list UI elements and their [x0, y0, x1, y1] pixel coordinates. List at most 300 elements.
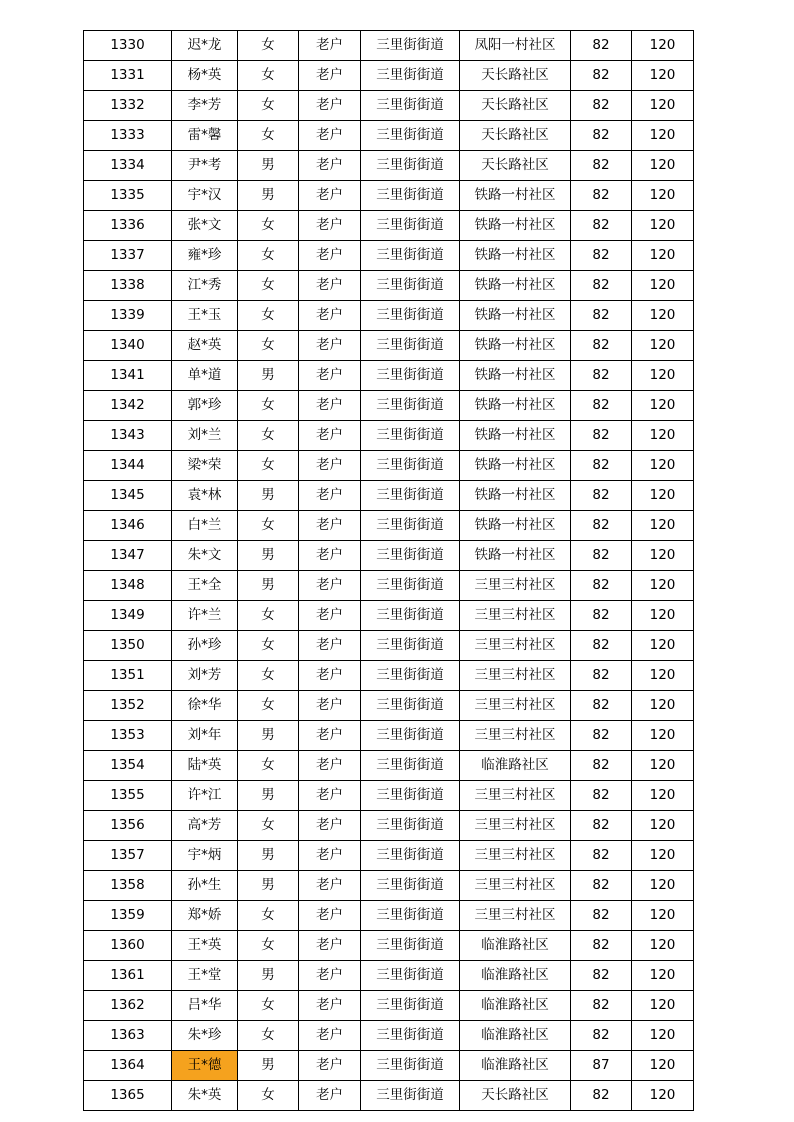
cell-amount: 120 [632, 901, 694, 931]
cell-community: 三里三村社区 [460, 901, 571, 931]
cell-name: 郭*珍 [172, 391, 238, 421]
cell-age: 82 [571, 961, 632, 991]
cell-number: 1350 [84, 631, 172, 661]
table-row [84, 301, 694, 331]
cell-gender: 女 [238, 691, 299, 721]
cell-street: 三里街街道 [361, 121, 460, 151]
cell-name: 白*兰 [172, 511, 238, 541]
cell-name: 赵*英 [172, 331, 238, 361]
cell-amount: 120 [632, 541, 694, 571]
cell-gender: 男 [238, 841, 299, 871]
cell-street: 三里街街道 [361, 271, 460, 301]
cell-gender: 女 [238, 121, 299, 151]
cell-number: 1333 [84, 121, 172, 151]
cell-amount: 120 [632, 361, 694, 391]
cell-type: 老户 [299, 241, 361, 271]
cell-community: 三里三村社区 [460, 661, 571, 691]
cell-amount: 120 [632, 61, 694, 91]
cell-community: 三里三村社区 [460, 871, 571, 901]
cell-name: 王*英 [172, 931, 238, 961]
cell-community: 铁路一村社区 [460, 361, 571, 391]
cell-community: 天长路社区 [460, 1081, 571, 1111]
table-row [84, 61, 694, 91]
cell-type: 老户 [299, 961, 361, 991]
cell-street: 三里街街道 [361, 1021, 460, 1051]
cell-street: 三里街街道 [361, 601, 460, 631]
cell-number: 1349 [84, 601, 172, 631]
cell-type: 老户 [299, 541, 361, 571]
cell-age: 82 [571, 991, 632, 1021]
table-row [84, 121, 694, 151]
cell-gender: 女 [238, 91, 299, 121]
cell-number: 1331 [84, 61, 172, 91]
cell-age: 82 [571, 271, 632, 301]
cell-type: 老户 [299, 421, 361, 451]
cell-gender: 女 [238, 61, 299, 91]
cell-amount: 120 [632, 571, 694, 601]
cell-age: 82 [571, 391, 632, 421]
cell-name: 雷*馨 [172, 121, 238, 151]
cell-number: 1365 [84, 1081, 172, 1111]
table-row [84, 631, 694, 661]
cell-amount: 120 [632, 481, 694, 511]
cell-amount: 120 [632, 661, 694, 691]
cell-type: 老户 [299, 601, 361, 631]
cell-type: 老户 [299, 211, 361, 241]
cell-amount: 120 [632, 331, 694, 361]
cell-amount: 120 [632, 691, 694, 721]
cell-age: 82 [571, 721, 632, 751]
table-row [84, 151, 694, 181]
cell-age: 82 [571, 631, 632, 661]
cell-amount: 120 [632, 961, 694, 991]
cell-name: 王*玉 [172, 301, 238, 331]
cell-community: 三里三村社区 [460, 781, 571, 811]
cell-age: 82 [571, 331, 632, 361]
cell-gender: 男 [238, 481, 299, 511]
cell-number: 1356 [84, 811, 172, 841]
cell-number: 1332 [84, 91, 172, 121]
table-row [84, 931, 694, 961]
cell-gender: 女 [238, 661, 299, 691]
cell-type: 老户 [299, 451, 361, 481]
cell-street: 三里街街道 [361, 841, 460, 871]
cell-type: 老户 [299, 931, 361, 961]
cell-street: 三里街街道 [361, 91, 460, 121]
cell-amount: 120 [632, 1081, 694, 1111]
cell-community: 三里三村社区 [460, 601, 571, 631]
cell-gender: 男 [238, 571, 299, 601]
cell-street: 三里街街道 [361, 781, 460, 811]
cell-age: 82 [571, 1021, 632, 1051]
cell-age: 82 [571, 541, 632, 571]
cell-age: 82 [571, 571, 632, 601]
cell-number: 1355 [84, 781, 172, 811]
cell-gender: 女 [238, 1081, 299, 1111]
cell-community: 天长路社区 [460, 61, 571, 91]
cell-number: 1338 [84, 271, 172, 301]
cell-age: 82 [571, 841, 632, 871]
cell-name: 刘*芳 [172, 661, 238, 691]
cell-age: 82 [571, 811, 632, 841]
cell-gender: 女 [238, 901, 299, 931]
cell-community: 铁路一村社区 [460, 541, 571, 571]
cell-gender: 男 [238, 1051, 299, 1081]
cell-street: 三里街街道 [361, 901, 460, 931]
cell-gender: 女 [238, 991, 299, 1021]
cell-number: 1363 [84, 1021, 172, 1051]
cell-age: 82 [571, 301, 632, 331]
cell-street: 三里街街道 [361, 31, 460, 61]
cell-name: 李*芳 [172, 91, 238, 121]
cell-community: 凤阳一村社区 [460, 31, 571, 61]
cell-amount: 120 [632, 871, 694, 901]
cell-amount: 120 [632, 991, 694, 1021]
cell-community: 铁路一村社区 [460, 511, 571, 541]
cell-amount: 120 [632, 301, 694, 331]
cell-gender: 女 [238, 331, 299, 361]
cell-amount: 120 [632, 271, 694, 301]
cell-street: 三里街街道 [361, 721, 460, 751]
cell-amount: 120 [632, 181, 694, 211]
cell-age: 82 [571, 61, 632, 91]
cell-amount: 120 [632, 91, 694, 121]
cell-name: 孙*珍 [172, 631, 238, 661]
table-row [84, 1051, 694, 1081]
cell-street: 三里街街道 [361, 511, 460, 541]
cell-community: 三里三村社区 [460, 841, 571, 871]
cell-community: 三里三村社区 [460, 631, 571, 661]
cell-street: 三里街街道 [361, 811, 460, 841]
cell-age: 82 [571, 31, 632, 61]
cell-type: 老户 [299, 661, 361, 691]
cell-age: 82 [571, 451, 632, 481]
cell-gender: 女 [238, 421, 299, 451]
cell-type: 老户 [299, 751, 361, 781]
cell-gender: 女 [238, 451, 299, 481]
cell-name: 陆*英 [172, 751, 238, 781]
cell-name: 高*芳 [172, 811, 238, 841]
cell-age: 82 [571, 901, 632, 931]
cell-type: 老户 [299, 271, 361, 301]
cell-age: 82 [571, 781, 632, 811]
table-row [84, 721, 694, 751]
cell-gender: 男 [238, 151, 299, 181]
cell-name: 江*秀 [172, 271, 238, 301]
table-row [84, 871, 694, 901]
cell-type: 老户 [299, 841, 361, 871]
cell-street: 三里街街道 [361, 421, 460, 451]
cell-type: 老户 [299, 511, 361, 541]
cell-amount: 120 [632, 931, 694, 961]
cell-street: 三里街街道 [361, 61, 460, 91]
cell-street: 三里街街道 [361, 631, 460, 661]
table-row [84, 91, 694, 121]
cell-community: 三里三村社区 [460, 571, 571, 601]
cell-community: 临淮路社区 [460, 931, 571, 961]
cell-age: 82 [571, 601, 632, 631]
cell-street: 三里街街道 [361, 391, 460, 421]
cell-gender: 男 [238, 541, 299, 571]
cell-number: 1342 [84, 391, 172, 421]
table-row [84, 511, 694, 541]
cell-amount: 120 [632, 631, 694, 661]
cell-community: 铁路一村社区 [460, 421, 571, 451]
cell-age: 82 [571, 691, 632, 721]
cell-community: 铁路一村社区 [460, 451, 571, 481]
cell-name: 单*道 [172, 361, 238, 391]
cell-type: 老户 [299, 151, 361, 181]
cell-amount: 120 [632, 151, 694, 181]
cell-name: 刘*兰 [172, 421, 238, 451]
cell-amount: 120 [632, 391, 694, 421]
cell-age: 82 [571, 361, 632, 391]
cell-gender: 女 [238, 301, 299, 331]
cell-street: 三里街街道 [361, 961, 460, 991]
table-row [84, 211, 694, 241]
cell-street: 三里街街道 [361, 361, 460, 391]
cell-type: 老户 [299, 811, 361, 841]
cell-amount: 120 [632, 31, 694, 61]
cell-gender: 男 [238, 721, 299, 751]
cell-community: 临淮路社区 [460, 1051, 571, 1081]
cell-gender: 女 [238, 271, 299, 301]
table-row [84, 271, 694, 301]
cell-street: 三里街街道 [361, 541, 460, 571]
cell-amount: 120 [632, 211, 694, 241]
table-row [84, 181, 694, 211]
cell-gender: 男 [238, 181, 299, 211]
cell-number: 1352 [84, 691, 172, 721]
cell-number: 1339 [84, 301, 172, 331]
cell-number: 1337 [84, 241, 172, 271]
cell-gender: 女 [238, 1021, 299, 1051]
cell-number: 1348 [84, 571, 172, 601]
cell-type: 老户 [299, 721, 361, 751]
cell-type: 老户 [299, 91, 361, 121]
table-row [84, 571, 694, 601]
cell-amount: 120 [632, 721, 694, 751]
cell-number: 1341 [84, 361, 172, 391]
cell-street: 三里街街道 [361, 1051, 460, 1081]
cell-gender: 女 [238, 931, 299, 961]
cell-type: 老户 [299, 121, 361, 151]
cell-name: 杨*英 [172, 61, 238, 91]
cell-street: 三里街街道 [361, 931, 460, 961]
cell-type: 老户 [299, 31, 361, 61]
cell-street: 三里街街道 [361, 181, 460, 211]
cell-age: 82 [571, 181, 632, 211]
cell-name: 尹*考 [172, 151, 238, 181]
cell-amount: 120 [632, 841, 694, 871]
cell-number: 1353 [84, 721, 172, 751]
cell-street: 三里街街道 [361, 751, 460, 781]
cell-gender: 女 [238, 811, 299, 841]
cell-street: 三里街街道 [361, 451, 460, 481]
cell-street: 三里街街道 [361, 571, 460, 601]
table-row [84, 781, 694, 811]
cell-number: 1358 [84, 871, 172, 901]
table-row [84, 391, 694, 421]
cell-age: 82 [571, 751, 632, 781]
cell-community: 铁路一村社区 [460, 301, 571, 331]
cell-number: 1346 [84, 511, 172, 541]
cell-number: 1344 [84, 451, 172, 481]
cell-amount: 120 [632, 781, 694, 811]
cell-name: 刘*年 [172, 721, 238, 751]
cell-amount: 120 [632, 601, 694, 631]
cell-type: 老户 [299, 391, 361, 421]
cell-age: 82 [571, 151, 632, 181]
cell-name: 孙*生 [172, 871, 238, 901]
cell-name: 吕*华 [172, 991, 238, 1021]
cell-name: 许*兰 [172, 601, 238, 631]
cell-name: 宇*汉 [172, 181, 238, 211]
table-row [84, 961, 694, 991]
cell-type: 老户 [299, 991, 361, 1021]
table-row [84, 361, 694, 391]
cell-age: 82 [571, 91, 632, 121]
cell-number: 1362 [84, 991, 172, 1021]
table-row [84, 1021, 694, 1051]
cell-name: 张*文 [172, 211, 238, 241]
table-row [84, 661, 694, 691]
cell-type: 老户 [299, 901, 361, 931]
cell-street: 三里街街道 [361, 151, 460, 181]
cell-age: 82 [571, 661, 632, 691]
cell-community: 临淮路社区 [460, 991, 571, 1021]
cell-number: 1340 [84, 331, 172, 361]
table-row [84, 31, 694, 61]
cell-name: 郑*娇 [172, 901, 238, 931]
cell-type: 老户 [299, 181, 361, 211]
cell-community: 天长路社区 [460, 121, 571, 151]
table-row [84, 1081, 694, 1111]
cell-community: 三里三村社区 [460, 721, 571, 751]
cell-name: 迟*龙 [172, 31, 238, 61]
table-row [84, 241, 694, 271]
cell-community: 铁路一村社区 [460, 211, 571, 241]
cell-number: 1364 [84, 1051, 172, 1081]
cell-community: 铁路一村社区 [460, 271, 571, 301]
cell-age: 82 [571, 241, 632, 271]
cell-amount: 120 [632, 751, 694, 781]
cell-gender: 女 [238, 31, 299, 61]
cell-name: 宇*炳 [172, 841, 238, 871]
cell-age: 82 [571, 121, 632, 151]
roster-body [84, 31, 694, 1111]
cell-street: 三里街街道 [361, 301, 460, 331]
cell-name: 朱*珍 [172, 1021, 238, 1051]
cell-number: 1334 [84, 151, 172, 181]
cell-community: 临淮路社区 [460, 961, 571, 991]
cell-age: 82 [571, 1081, 632, 1111]
cell-name: 许*江 [172, 781, 238, 811]
cell-street: 三里街街道 [361, 331, 460, 361]
table-row [84, 421, 694, 451]
cell-number: 1357 [84, 841, 172, 871]
cell-number: 1343 [84, 421, 172, 451]
cell-type: 老户 [299, 1021, 361, 1051]
cell-street: 三里街街道 [361, 481, 460, 511]
cell-gender: 男 [238, 361, 299, 391]
cell-age: 82 [571, 871, 632, 901]
cell-community: 铁路一村社区 [460, 181, 571, 211]
cell-type: 老户 [299, 571, 361, 601]
cell-type: 老户 [299, 1081, 361, 1111]
cell-type: 老户 [299, 781, 361, 811]
cell-community: 天长路社区 [460, 91, 571, 121]
cell-number: 1330 [84, 31, 172, 61]
cell-number: 1345 [84, 481, 172, 511]
cell-name: 朱*文 [172, 541, 238, 571]
cell-community: 三里三村社区 [460, 811, 571, 841]
cell-type: 老户 [299, 1051, 361, 1081]
cell-type: 老户 [299, 631, 361, 661]
cell-amount: 120 [632, 1051, 694, 1081]
cell-amount: 120 [632, 421, 694, 451]
cell-age: 82 [571, 511, 632, 541]
cell-name: 梁*荣 [172, 451, 238, 481]
cell-name: 徐*华 [172, 691, 238, 721]
cell-name: 朱*英 [172, 1081, 238, 1111]
cell-amount: 120 [632, 511, 694, 541]
cell-type: 老户 [299, 361, 361, 391]
cell-age: 82 [571, 931, 632, 961]
cell-type: 老户 [299, 301, 361, 331]
cell-amount: 120 [632, 241, 694, 271]
cell-number: 1335 [84, 181, 172, 211]
table-row [84, 991, 694, 1021]
cell-number: 1336 [84, 211, 172, 241]
cell-amount: 120 [632, 451, 694, 481]
table-row [84, 751, 694, 781]
cell-number: 1360 [84, 931, 172, 961]
cell-street: 三里街街道 [361, 661, 460, 691]
cell-community: 三里三村社区 [460, 691, 571, 721]
cell-community: 铁路一村社区 [460, 391, 571, 421]
cell-name: 王*德 [172, 1051, 238, 1081]
cell-street: 三里街街道 [361, 871, 460, 901]
cell-gender: 男 [238, 781, 299, 811]
cell-amount: 120 [632, 811, 694, 841]
cell-age: 82 [571, 211, 632, 241]
cell-number: 1347 [84, 541, 172, 571]
cell-amount: 120 [632, 121, 694, 151]
cell-gender: 女 [238, 511, 299, 541]
cell-age: 82 [571, 421, 632, 451]
table-row [84, 601, 694, 631]
cell-gender: 女 [238, 751, 299, 781]
cell-number: 1361 [84, 961, 172, 991]
cell-community: 铁路一村社区 [460, 241, 571, 271]
cell-gender: 男 [238, 871, 299, 901]
cell-gender: 女 [238, 391, 299, 421]
cell-street: 三里街街道 [361, 691, 460, 721]
table-row [84, 541, 694, 571]
cell-name: 王*堂 [172, 961, 238, 991]
roster-table [83, 30, 694, 1111]
table-row [84, 811, 694, 841]
cell-name: 雍*珍 [172, 241, 238, 271]
cell-community: 铁路一村社区 [460, 331, 571, 361]
cell-gender: 女 [238, 601, 299, 631]
cell-street: 三里街街道 [361, 991, 460, 1021]
cell-age: 82 [571, 481, 632, 511]
cell-number: 1354 [84, 751, 172, 781]
table-row [84, 841, 694, 871]
table-row [84, 481, 694, 511]
